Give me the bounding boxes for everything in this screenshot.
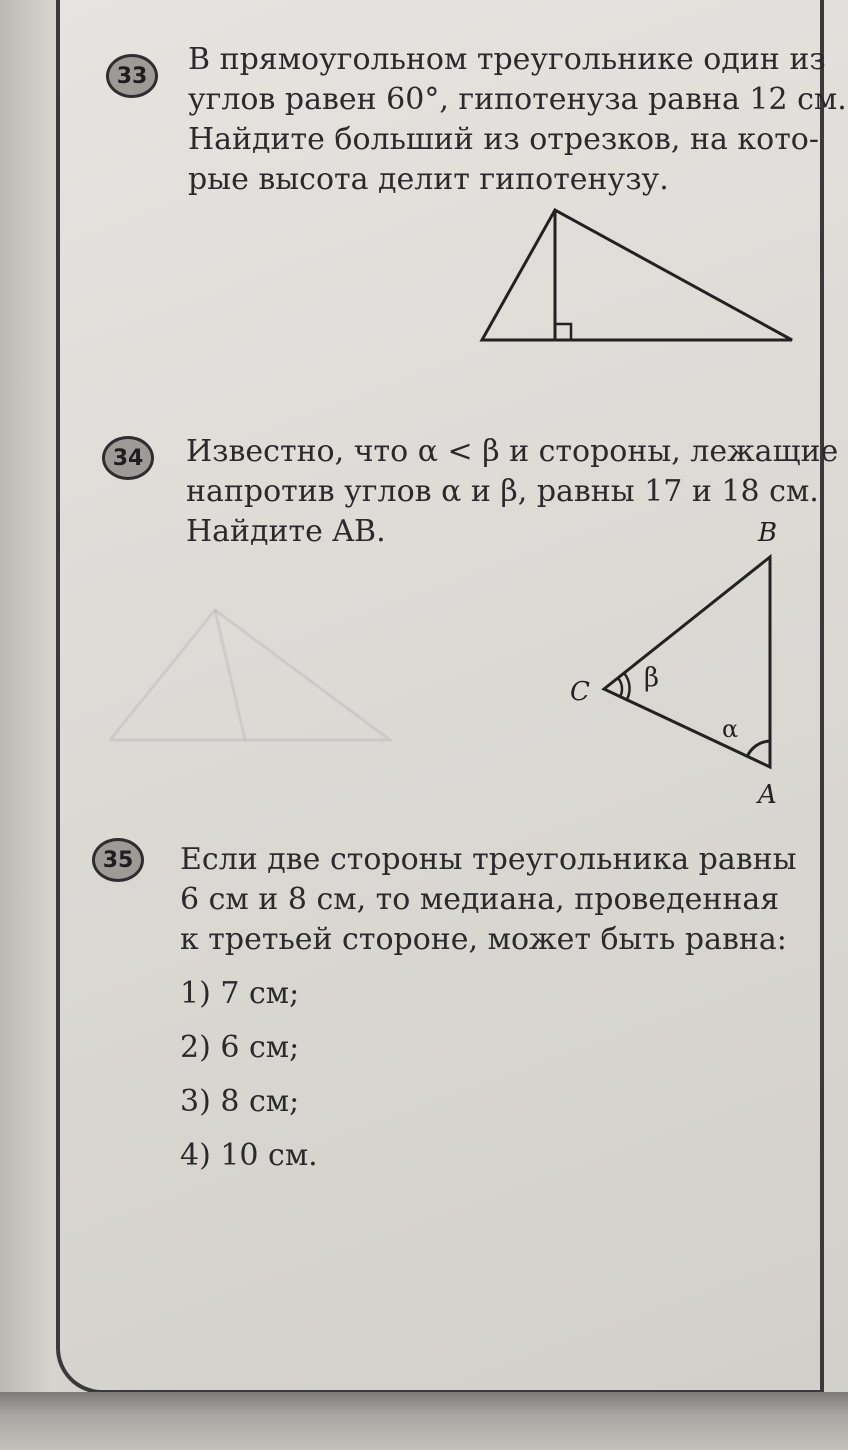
problem-33-line: Найдите больший из отрезков, на кото- — [188, 122, 819, 157]
problem-33-text — [188, 40, 847, 200]
alpha-arc — [747, 741, 770, 757]
problem-34-number: 34 — [102, 436, 154, 480]
label-alpha: α — [722, 715, 739, 743]
beta-arc-2 — [624, 673, 630, 701]
beta-arc-1 — [618, 678, 622, 697]
page-edge-shadow — [0, 1392, 848, 1450]
problem-33-line: углов равен 60°, гипотенуза равна 12 см. — [188, 82, 847, 117]
right-angle-mark — [555, 324, 571, 340]
problem-35-line: к третьей стороне, может быть равна: — [180, 922, 787, 957]
label-b: B — [758, 518, 778, 548]
answer-option: 3) 8 см; — [180, 1084, 300, 1119]
answer-option: 4) 10 см. — [180, 1138, 318, 1173]
answer-option: 1) 7 см; — [180, 976, 300, 1011]
right-triangle — [482, 210, 792, 340]
problem-35-line: Если две стороны треугольника равны — [180, 842, 797, 877]
problem-35-line: 6 см и 8 см, то медиана, проведенная — [180, 882, 780, 917]
label-beta: β — [644, 663, 660, 693]
problem-34-line: напротив углов α и β, равны 17 и 18 см. — [186, 474, 819, 509]
answer-option: 2) 6 см; — [180, 1030, 300, 1065]
problem-33-number: 33 — [106, 54, 158, 98]
problem-34-line: Найдите AB. — [186, 514, 386, 549]
show-through-figure — [110, 600, 400, 750]
label-a: A — [758, 780, 777, 810]
triangle-abc — [604, 557, 770, 767]
problem-33-line: В прямоугольном треугольнике один из — [188, 42, 826, 77]
problem-35-number: 35 — [92, 838, 144, 882]
problem-35-text — [180, 840, 796, 960]
problem-34-figure — [560, 515, 810, 815]
problem-33-line: рые высота делит гипотенузу. — [188, 162, 669, 197]
label-c: C — [570, 677, 590, 707]
problem-34-line: Известно, что α < β и стороны, лежащие — [186, 434, 839, 469]
book-spine — [0, 0, 56, 1450]
problem-33-figure — [470, 200, 810, 350]
